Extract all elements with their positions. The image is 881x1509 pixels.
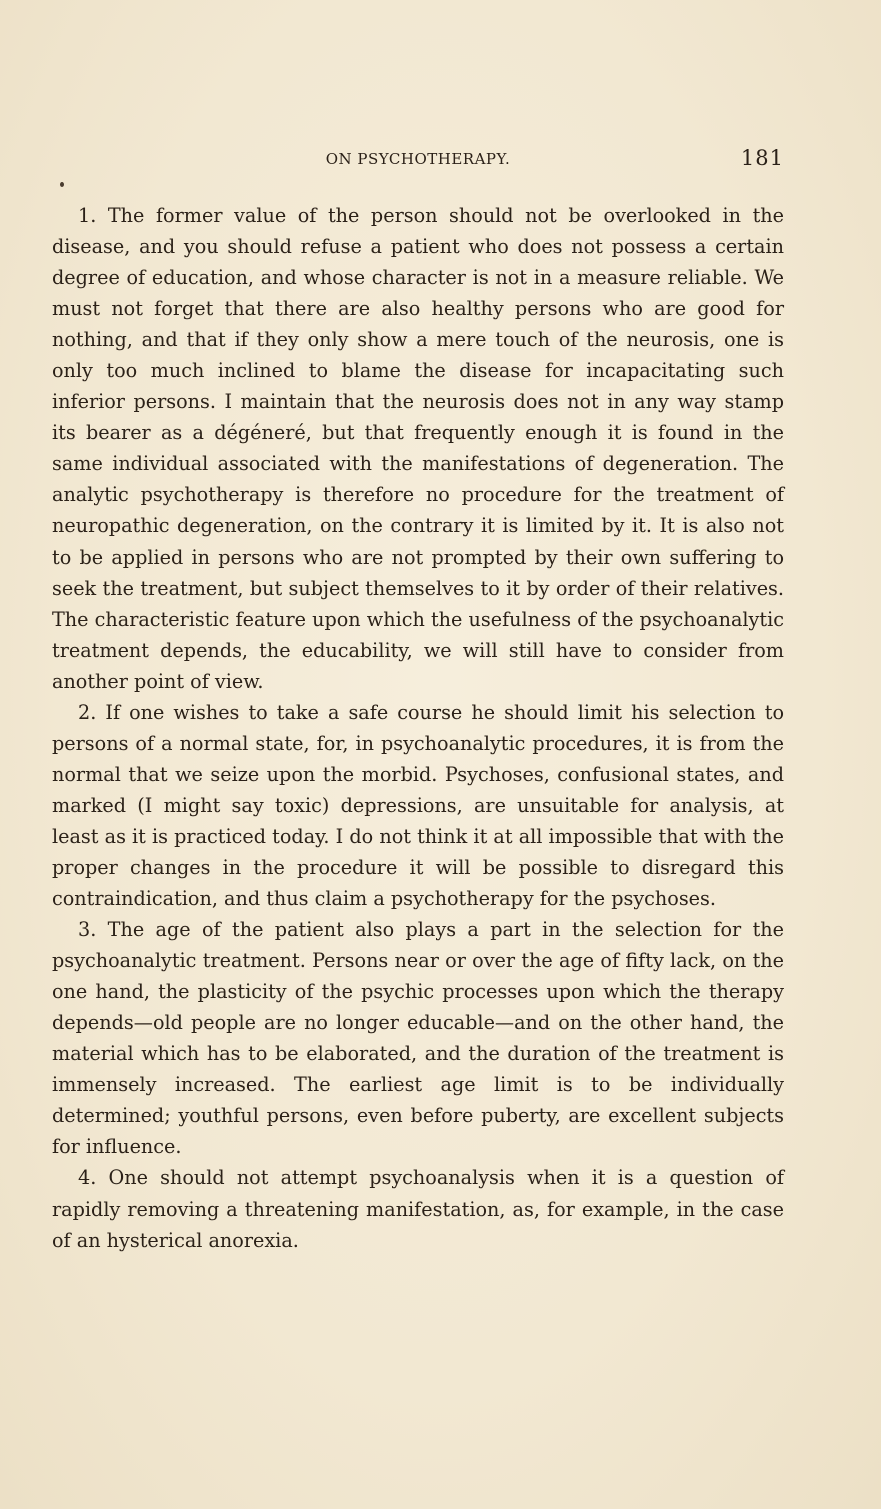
- paragraph-4: 4. One should not attempt psychoanalysis when it is a question of rapidly removing a threatening manifestation, as, for example, in the case of an hysterical anorexia.: [52, 1166, 784, 1252]
- paragraph-3: 3. The age of the patient also plays a part in the selection for the psychoanalytic treatment. Persons near or over the age of fifty lack, on the one hand, the plasticity of the psychic processes upon which the therapy depends—old people are no longer educable—and on the other hand, the material which has to be elaborated, and the duration of the treatment is immensely increased. The earliest age limit is to be individually determined; youthful persons, even before puberty, are excellent subjects for influence.: [52, 918, 784, 1159]
- page-number: 181: [740, 146, 784, 170]
- running-title: ON PSYCHOTHERAPY.: [325, 150, 511, 168]
- paragraph-1: 1. The former value of the person should not be overlooked in the disease, and you should refuse a patient who does not possess a certain degree of education, and whose character is not in a measure reliable. We must not forget that there are also healthy persons who are good for nothing, and that if they only show a mere touch of the neurosis, one is only too much inclined to blame the disease for incapacitating such inferior persons. I maintain that the neurosis does not in any way stamp its bearer as a dégéneré, but that frequently enough it is found in the same individual associated with the manifestations of degeneration. The analytic psychotherapy is therefore no procedure for the treatment of neuropathic degeneration, on the contrary it is limited by it. It is also not to be applied in persons who are not prompted by their own suffering to seek the treatment, but subject themselves to it by order of their relatives. The characteristic feature upon which the usefulness of the psychoanalytic treatment depends, the educability, we will still have to consider from another point of view.: [52, 204, 784, 693]
- body-text: [52, 200, 784, 1256]
- ink-speck: [60, 182, 64, 187]
- paragraph-2: 2. If one wishes to take a safe course he should limit his selection to persons of a normal state, for, in psychoanalytic procedures, it is from the normal that we seize upon the morbid. Psychoses, confusional states, and marked (I might say toxic) depressions, are unsuitable for analysis, at least as it is practiced today. I do not think it at all impossible that with the proper changes in the procedure it will be possible to disregard this contraindication, and thus claim a psychotherapy for the psychoses.: [52, 700, 784, 911]
- page-header: [52, 146, 784, 176]
